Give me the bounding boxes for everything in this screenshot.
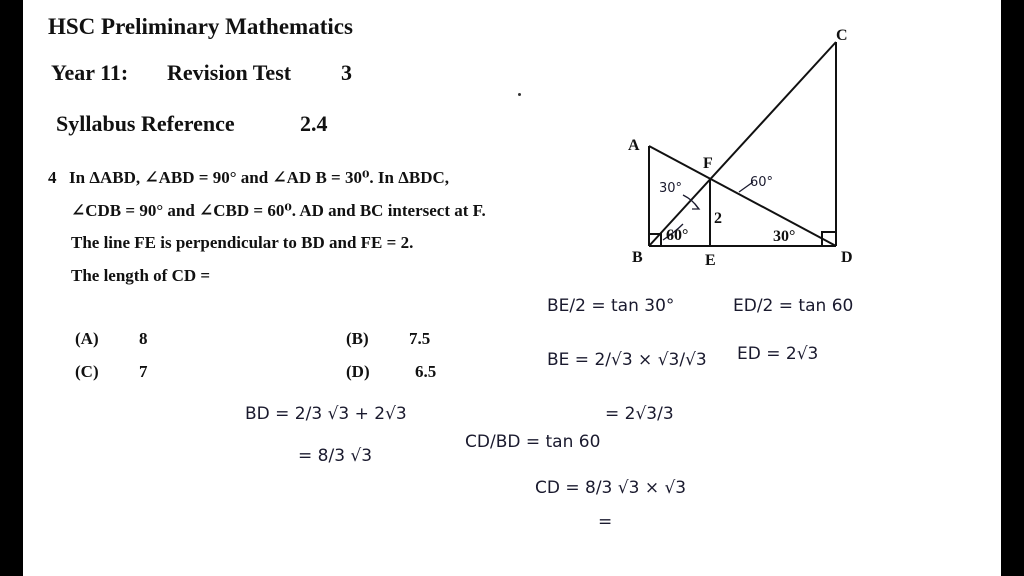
- fe-length-label: 2: [714, 210, 722, 227]
- working-cd-line: CD = 8/3 √3 × √3: [535, 478, 687, 498]
- working-be-tan: BE/2 = tan 30°: [547, 296, 675, 316]
- point-c-label: C: [836, 27, 848, 44]
- point-a-label: A: [628, 137, 640, 154]
- option-b-value: 7.5: [409, 329, 431, 348]
- angle-d-label: 30°: [773, 228, 796, 245]
- handwritten-60: 60°: [750, 175, 774, 190]
- point-e-label: E: [705, 252, 716, 269]
- option-a-value: 8: [139, 329, 148, 348]
- working-cd-equals: =: [598, 512, 613, 532]
- option-c-letter: (C): [75, 362, 99, 381]
- angle-b-label: 60°: [666, 227, 689, 244]
- point-d-label: D: [841, 249, 853, 266]
- working-ed-value: ED = 2√3: [737, 344, 819, 364]
- working-bd-line: BD = 2/3 √3 + 2√3: [245, 404, 407, 424]
- working-ed-tan: ED/2 = tan 60: [733, 296, 854, 316]
- question-line-3: The line FE is perpendicular to BD and FE = 2.: [71, 233, 414, 252]
- test-label: Revision Test: [167, 60, 292, 85]
- option-d-value: 6.5: [415, 362, 437, 381]
- syllabus-number: 2.4: [300, 111, 328, 136]
- option-c-value: 7: [139, 362, 148, 381]
- question-number: 4: [48, 168, 57, 187]
- point-b-label: B: [632, 249, 643, 266]
- working-cd-ratio: CD/BD = tan 60: [465, 432, 601, 452]
- working-bd-simplified: = 8/3 √3: [298, 446, 373, 466]
- page-title: HSC Preliminary Mathematics: [48, 14, 353, 39]
- point-f-label: F: [703, 155, 713, 172]
- question-line-4: The length of CD =: [71, 266, 211, 285]
- segment-bc: [649, 42, 836, 246]
- year-label: Year 11:: [51, 60, 129, 85]
- option-a-letter: (A): [75, 329, 99, 348]
- working-be-simplified: = 2√3/3: [605, 404, 674, 424]
- arrow-30-head: [692, 204, 699, 209]
- handwritten-30: 30°: [659, 181, 683, 196]
- slide: [23, 0, 1001, 576]
- option-b-letter: (B): [346, 329, 369, 348]
- option-d-letter: (D): [346, 362, 370, 381]
- question-line-1: In ΔABD, ∠ABD = 90° and ∠AD B = 30⁰. In ΔBDC,: [69, 168, 450, 187]
- syllabus-label: Syllabus Reference: [56, 111, 235, 136]
- triangle-diagram: [23, 0, 1001, 576]
- working-be-value: BE = 2/√3 × √3/√3: [547, 350, 707, 370]
- test-number: 3: [341, 60, 352, 85]
- question-line-2: ∠CDB = 90° and ∠CBD = 60⁰. AD and BC intersect at F.: [71, 201, 486, 220]
